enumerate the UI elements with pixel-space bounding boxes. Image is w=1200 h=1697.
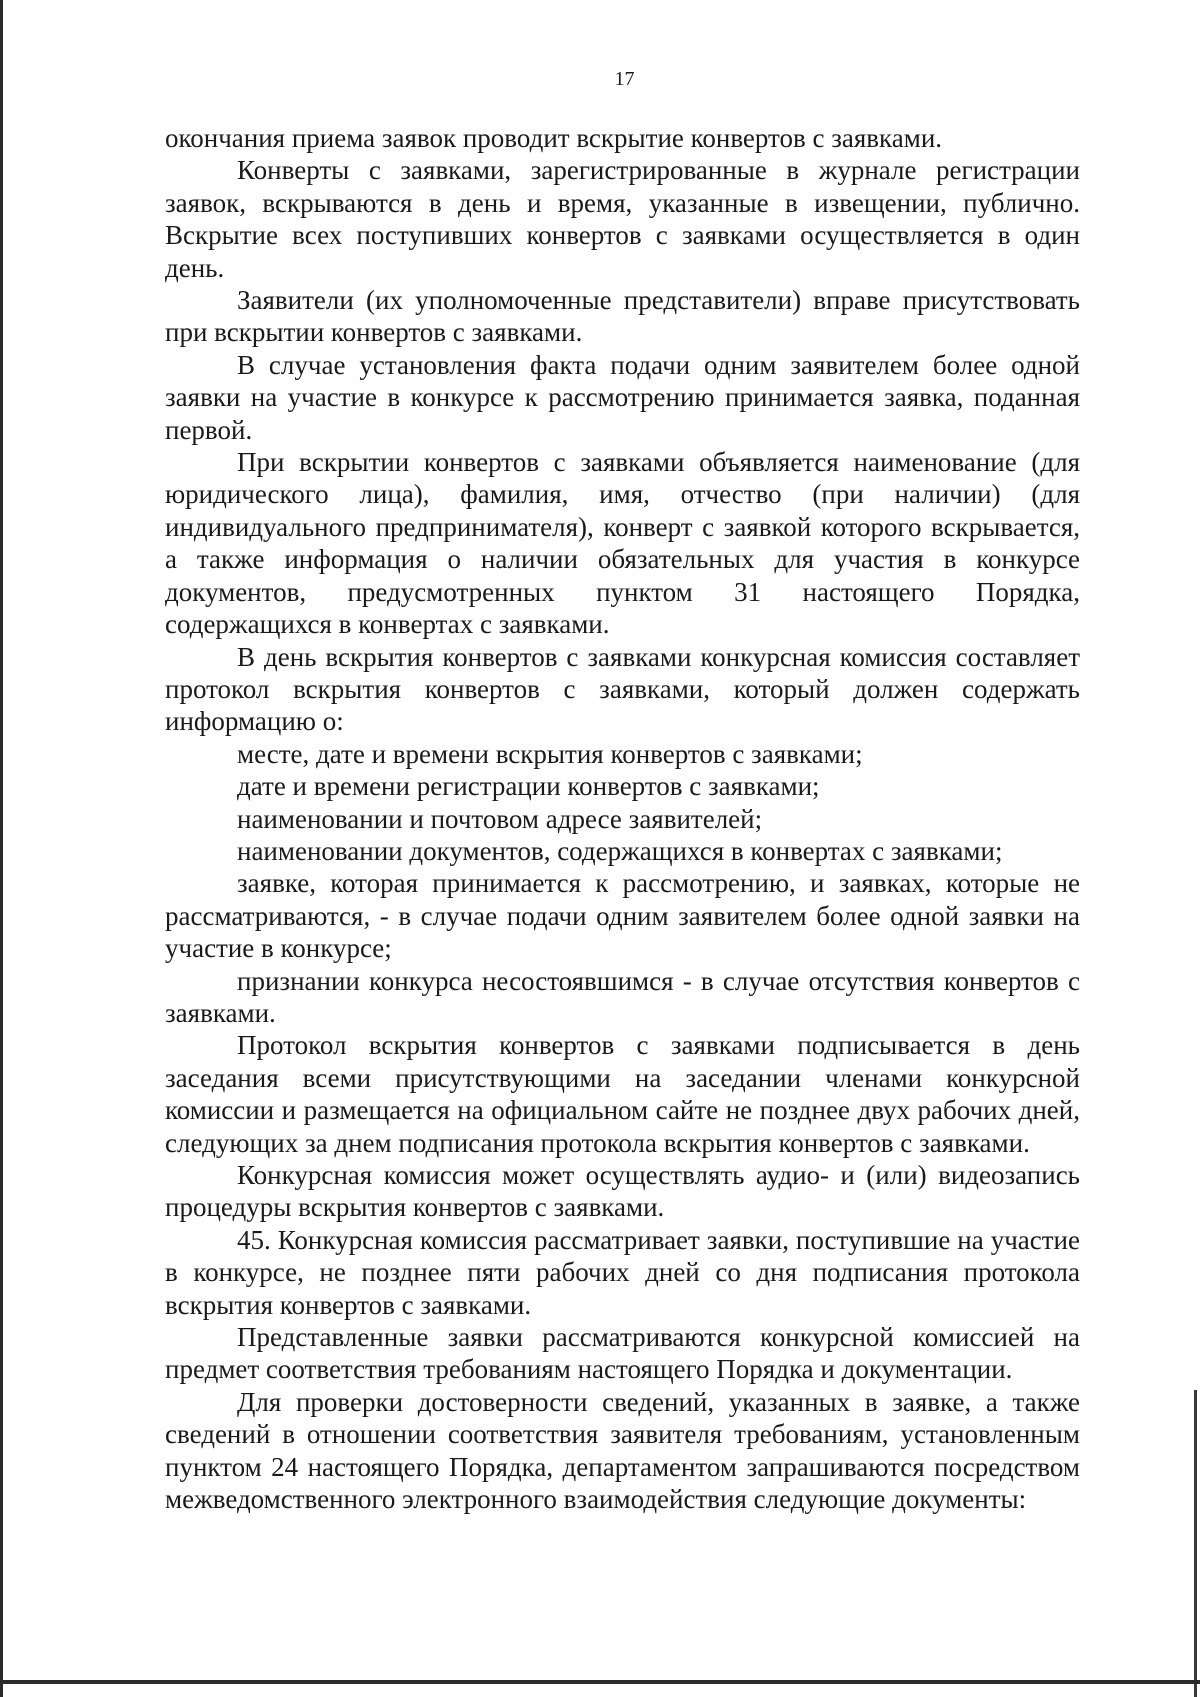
document-text [165,122,1080,1515]
paragraph-announcement: При вскрытии конвертов с заявками объявляется наименование (для юридического лица), фамилия, имя, отчество (при наличии) (для индивидуального предпринимателя), конверт с заявкой которого вскрывается, а также информация о наличии обязательных для участия в конкурсе документов, предусмотренных пунктом 31 настоящего Порядка, содержащихся в конвертах с заявками. [165,447,1080,640]
list-item: наименовании документов, содержащихся в конвертах с заявками; [237,835,1003,866]
paragraph-multiple-applications: В случае установления факта подачи одним заявителем более одной заявки на участие в конкурсе к рассмотрению принимается заявка, поданная первой. [165,349,1080,445]
paragraph-protocol-contents: В день вскрытия конвертов с заявками конкурсная комиссия составляет протокол вскрытия конвертов с заявками, который должен содержать информацию о: [165,641,1080,737]
scan-edge-right [1194,1390,1197,1697]
paragraph-verification: Для проверки достоверности сведений, указанных в заявке, а также сведений в отношении соответствия заявителя требованиям, установленным пунктом 24 настоящего Порядка, департаментом запрашиваются посредством межведомственного электронного взаимодействия следующие документы: [165,1386,1080,1515]
paragraph-video-recording: Конкурсная комиссия может осуществлять аудио- и (или) видеозапись процедуры вскрытия конвертов с заявками. [165,1160,1080,1223]
list-item: наименовании и почтовом адресе заявителей; [237,803,763,834]
paragraph-envelopes-opened: Конверты с заявками, зарегистрированные в журнале регистрации заявок, вскрываются в день и время, указанные в извещении, публично. Вскрытие всех поступивших конвертов с заявками осуществляется в один день. [165,155,1080,283]
page-number: 17 [614,68,635,90]
paragraph-protocol-signed: Протокол вскрытия конвертов с заявками подписывается в день заседания всеми присутствующими на заседании членами конкурсной комиссии и размещается на официальном сайте не позднее двух рабочих дней, следующих за днем подписания протокола вскрытия конвертов с заявками. [165,1030,1080,1158]
scan-edge-left [0,0,3,1697]
scan-edge-bottom [0,1680,1200,1684]
paragraph-review: Представленные заявки рассматриваются конкурсной комиссией на предмет соответствия требованиям настоящего Порядка и документации. [165,1322,1080,1385]
list-item: месте, дате и времени вскрытия конвертов с заявками; [237,738,863,769]
paragraph-applicants-present: Заявители (их уполномоченные представители) вправе присутствовать при вскрытии конвертов с заявками. [165,285,1080,348]
paragraph-section-45: 45. Конкурсная комиссия рассматривает заявки, поступившие на участие в конкурсе, не позднее пяти рабочих дней со дня подписания протокола вскрытия конвертов с заявками. [165,1224,1080,1320]
list-item: дате и времени регистрации конвертов с заявками; [237,771,820,802]
paragraph-application-accepted: заявке, которая принимается к рассмотрению, и заявках, которые не рассматриваются, - в случае подачи одним заявителем более одной заявки на участие в конкурсе; [165,868,1080,964]
paragraph-continuation: окончания приема заявок проводит вскрытие конвертов с заявками. [165,123,943,153]
paragraph-contest-failed: признании конкурса несостоявшимся - в случае отсутствия конвертов с заявками. [165,965,1080,1028]
